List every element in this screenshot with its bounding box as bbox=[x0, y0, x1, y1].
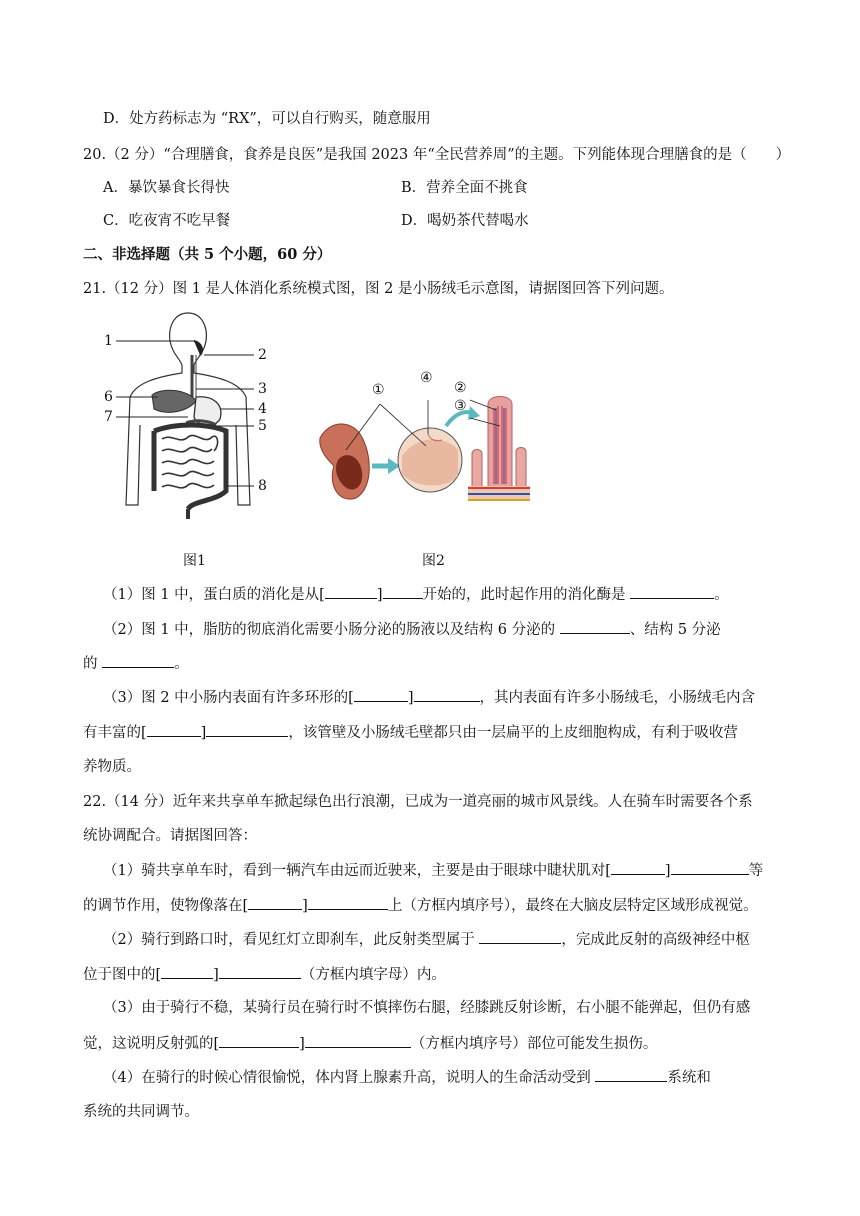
q22-part-2-line-2 bbox=[83, 964, 446, 985]
q21-part-3-line-3: 养物质。 bbox=[83, 759, 141, 775]
text: 上（方框内填序号），最终在大脑皮层特定区域形成视觉。 bbox=[387, 898, 758, 914]
answer-blank[interactable] bbox=[630, 584, 714, 599]
text: （3）图 2 中小肠内表面有许多环形的[ bbox=[103, 690, 354, 706]
text: ，其内表面有许多小肠绒毛，小肠绒毛内含 bbox=[479, 690, 755, 706]
q22-part-1-line-1 bbox=[103, 860, 763, 881]
text: 位于图中的[ bbox=[83, 967, 162, 983]
q20-option-a: A．暴饮暴食长得快 bbox=[103, 180, 230, 196]
text: （2）骑行到路口时，看见红灯立即刹车，此反射类型属于 bbox=[103, 932, 475, 948]
text: ] bbox=[299, 1036, 305, 1052]
q20-option-c: C．吃夜宵不吃早餐 bbox=[103, 213, 231, 229]
text: 的 bbox=[83, 656, 98, 672]
q21-part-2-line-2 bbox=[83, 653, 189, 674]
q22-stem-line-2: 统协调配合。请据图回答： bbox=[83, 828, 257, 844]
figure-1-digestive-system bbox=[96, 305, 286, 530]
answer-blank[interactable] bbox=[147, 722, 201, 737]
text: （1）骑共享单车时，看到一辆汽车由远而近驶来，主要是由于眼球中睫状肌对[ bbox=[103, 863, 611, 879]
answer-blank[interactable] bbox=[308, 895, 388, 910]
text: 、结构 5 分泌 bbox=[629, 622, 721, 638]
q21-stem: 21.（12 分）图 1 是人体消化系统模式图，图 2 是小肠绒毛示意图，请据图回答下列问题。 bbox=[83, 281, 674, 297]
q21-part-2-line-1 bbox=[103, 619, 721, 640]
q20-stem: 20.（2 分）“合理膳食，食养是良医”是我国 2023 年“全民营养周”的主题。下列能体现合理膳食的是（ ） bbox=[83, 147, 791, 163]
text: （2）图 1 中，脂肪的彻底消化需要小肠分泌的肠液以及结构 6 分泌的 bbox=[103, 622, 556, 638]
text: ] bbox=[407, 690, 414, 706]
q22-stem-line-1: 22.（14 分）近年来共享单车掀起绿色出行浪潮，已成为一道亮丽的城市风景线。人在骑车时需要各个系 bbox=[83, 794, 753, 810]
answer-blank[interactable] bbox=[206, 722, 288, 737]
figure-2-caption: 图2 bbox=[422, 553, 445, 569]
q22-part-1-line-2 bbox=[83, 895, 758, 916]
q21-part-3-line-2 bbox=[83, 722, 738, 743]
fig1-label-4: 4 bbox=[258, 401, 267, 417]
fig2-label-2: ② bbox=[454, 380, 467, 396]
answer-blank[interactable] bbox=[325, 584, 377, 599]
text: ] bbox=[664, 863, 671, 879]
text: 开始的，此时起作用的消化酶是 bbox=[422, 587, 626, 603]
q22-part-3-line-2 bbox=[83, 1033, 657, 1054]
fig1-label-2: 2 bbox=[258, 347, 267, 363]
answer-blank[interactable] bbox=[305, 1033, 411, 1048]
answer-blank[interactable] bbox=[560, 619, 630, 634]
text: （方框内填序号）部位可能发生损伤。 bbox=[410, 1036, 658, 1052]
fig2-label-4: ④ bbox=[420, 370, 433, 386]
answer-blank[interactable] bbox=[479, 929, 561, 944]
q22-part-4-line-2: 系统的共同调节。 bbox=[83, 1104, 199, 1120]
answer-blank[interactable] bbox=[161, 964, 213, 979]
answer-blank[interactable] bbox=[383, 584, 423, 599]
answer-blank[interactable] bbox=[248, 895, 302, 910]
fig1-label-3: 3 bbox=[258, 381, 267, 397]
text: （4）在骑行的时候心情很愉悦，体内肾上腺素升高，说明人的生命活动受到 bbox=[103, 1070, 591, 1086]
text: （方框内填字母）内。 bbox=[300, 967, 446, 983]
fig1-label-8: 8 bbox=[258, 478, 267, 494]
text: 。 bbox=[174, 656, 189, 672]
answer-blank[interactable] bbox=[102, 653, 174, 668]
answer-blank[interactable] bbox=[671, 860, 749, 875]
q20-option-d: D．喝奶茶代替喝水 bbox=[401, 213, 529, 229]
text: 有丰富的[ bbox=[83, 725, 147, 741]
text: 。 bbox=[714, 587, 729, 603]
answer-blank[interactable] bbox=[354, 687, 408, 702]
fig2-label-1: ① bbox=[372, 382, 385, 398]
text: 系统和 bbox=[667, 1070, 711, 1086]
q21-part-1 bbox=[103, 584, 729, 605]
q21-part-3-line-1 bbox=[103, 687, 755, 708]
fig2-label-3: ③ bbox=[454, 398, 467, 414]
text: 觉，这说明反射弧的[ bbox=[83, 1036, 220, 1052]
figure-1-caption: 图1 bbox=[183, 553, 206, 569]
q22-part-4-line-1 bbox=[103, 1067, 711, 1088]
text: ] bbox=[213, 967, 219, 983]
text: ] bbox=[302, 898, 308, 914]
answer-blank[interactable] bbox=[414, 687, 480, 702]
text: 等 bbox=[748, 863, 764, 879]
q19-option-d: D．处方药标志为 “RX”，可以自行购买，随意服用 bbox=[103, 111, 431, 127]
answer-blank[interactable] bbox=[219, 1033, 299, 1048]
text: ] bbox=[200, 725, 207, 741]
answer-blank[interactable] bbox=[611, 860, 665, 875]
text: （1）图 1 中，蛋白质的消化是从[ bbox=[103, 587, 325, 603]
text: ] bbox=[376, 587, 383, 603]
q20-option-b: B．营养全面不挑食 bbox=[401, 180, 528, 196]
fig1-label-1: 1 bbox=[104, 333, 113, 349]
section-heading: 二、非选择题（共 5 个小题，60 分） bbox=[83, 246, 332, 263]
text: 的调节作用，使物像落在[ bbox=[83, 898, 249, 914]
fig1-label-6: 6 bbox=[104, 389, 113, 405]
q22-part-2-line-1 bbox=[103, 929, 750, 950]
answer-blank[interactable] bbox=[595, 1067, 667, 1082]
answer-blank[interactable] bbox=[219, 964, 301, 979]
fig1-label-7: 7 bbox=[104, 409, 113, 425]
figure-2-villi bbox=[316, 370, 536, 510]
fig1-label-5: 5 bbox=[258, 418, 267, 434]
text: ，完成此反射的高级神经中枢 bbox=[561, 932, 750, 948]
q22-part-3-line-1: （3）由于骑行不稳，某骑行员在骑行时不慎摔伤右腿，经膝跳反射诊断，右小腿不能弹起，但仍有感 bbox=[103, 1000, 751, 1016]
text: ，该管壁及小肠绒毛壁都只由一层扁平的上皮细胞构成，有利于吸收营 bbox=[288, 725, 738, 741]
villi-diagram bbox=[316, 390, 536, 510]
